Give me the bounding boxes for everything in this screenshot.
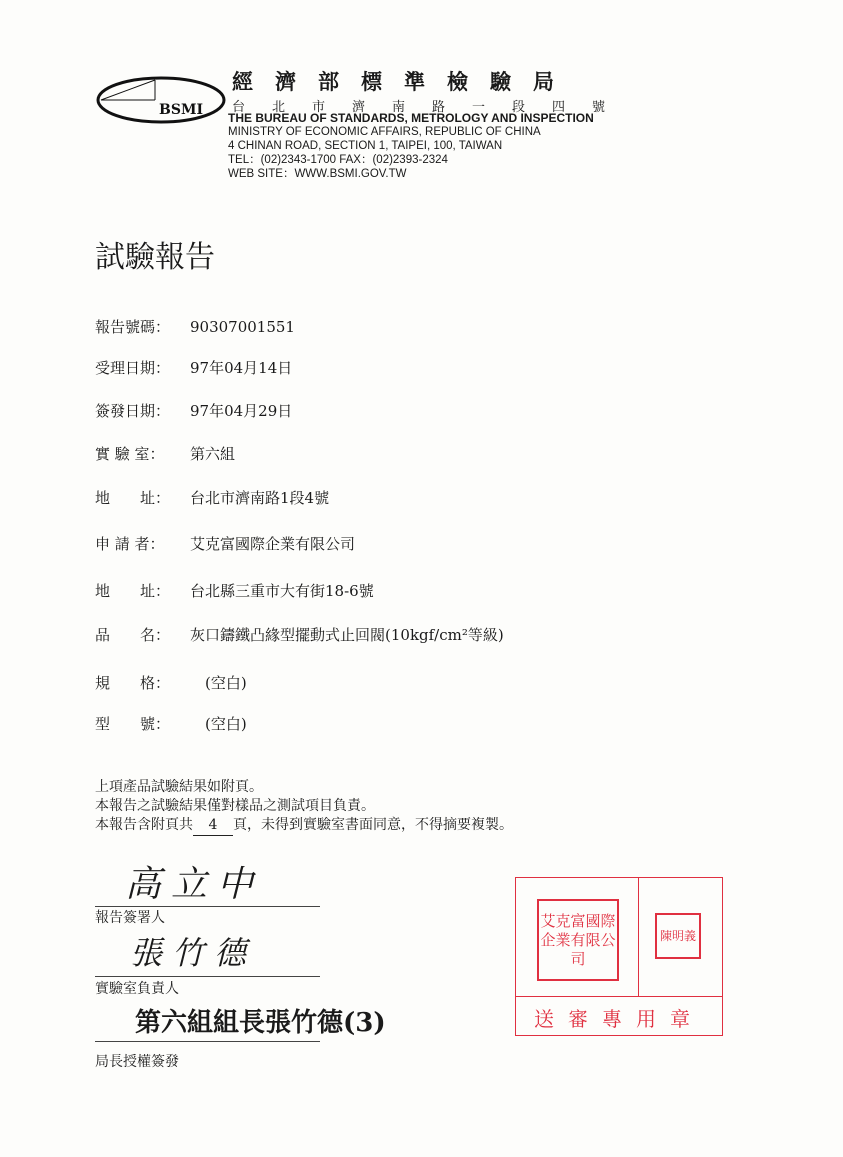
field-value: 第六組	[190, 445, 236, 463]
field-label: 簽發日期：	[95, 402, 171, 420]
field-value: 97年04月29日	[190, 402, 293, 420]
submission-stamp-box	[515, 877, 723, 1036]
stamp-divider	[516, 996, 722, 997]
field-report-number	[95, 316, 295, 337]
field-value: 90307001551	[190, 318, 295, 336]
field-value: 台北市濟南路1段4號	[190, 489, 330, 507]
signature-line	[95, 976, 320, 977]
note-line: 本報告之試驗結果僅對樣品之測試項目負責。	[95, 798, 375, 814]
field-model	[95, 713, 247, 734]
signature-stamp-authorized: 第六組組長張竹德(3)	[135, 1008, 386, 1038]
field-product-name	[95, 624, 504, 645]
logo-text: BSMI	[159, 102, 203, 118]
field-label: 品 名：	[95, 626, 171, 644]
stamp-caption: 送審專用章	[534, 1007, 704, 1031]
field-label: 規 格：	[95, 674, 171, 692]
report-title: 試驗報告	[95, 240, 215, 275]
agency-address-zh: 台北市濟南路一段四號	[232, 100, 633, 115]
field-label: 實 驗 室：	[95, 445, 165, 463]
report-notes	[95, 778, 513, 836]
note-line	[95, 816, 513, 836]
ministry-en: MINISTRY OF ECONOMIC AFFAIRS, REPUBLIC OF CHINA	[228, 126, 541, 138]
contact-info: TEL：(02)2343-1700 FAX：(02)2393-2324	[228, 154, 448, 166]
signer-role: 局長授權簽發	[95, 1054, 179, 1070]
note-line: 上項產品試驗結果如附頁。	[95, 779, 263, 795]
agency-name-zh: 經濟部標準檢驗局	[232, 69, 576, 94]
field-label: 受理日期：	[95, 359, 171, 377]
bsmi-logo	[95, 74, 227, 126]
field-label: 申 請 者：	[95, 535, 165, 553]
company-seal: 艾克富國際企業有限公司	[537, 899, 619, 981]
website: WEB SITE：WWW.BSMI.GOV.TW	[228, 168, 407, 180]
field-value: 97年04月14日	[190, 359, 293, 377]
signer-role: 實驗室負責人	[95, 981, 179, 997]
field-label: 地 址：	[95, 489, 171, 507]
field-lab-address	[95, 487, 329, 508]
field-value: 艾克富國際企業有限公司	[190, 535, 356, 553]
field-specification	[95, 672, 247, 693]
field-label: 報告號碼：	[95, 318, 171, 336]
address-en: 4 CHINAN ROAD, SECTION 1, TAIPEI, 100, TAIWAN	[228, 140, 503, 152]
signer-role: 報告簽署人	[95, 910, 165, 926]
field-applicant-address	[95, 580, 374, 601]
agency-name-en: THE BUREAU OF STANDARDS, METROLOGY AND INSPECTION	[228, 111, 594, 125]
stamp-divider	[638, 878, 639, 996]
field-issue-date	[95, 400, 292, 421]
field-laboratory	[95, 443, 235, 464]
field-received-date	[95, 357, 292, 378]
note-text: 頁，未得到實驗室書面同意，不得摘要複製。	[233, 817, 513, 833]
note-text: 本報告含附頁共	[95, 817, 193, 833]
field-value: (空白)	[190, 715, 247, 733]
field-value: 灰口鑄鐵凸緣型擺動式止回閥(10kgf/cm²等級)	[190, 626, 504, 644]
field-applicant	[95, 533, 355, 554]
signature-line	[95, 1041, 320, 1042]
field-value: (空白)	[190, 674, 247, 692]
signature-lab-head: 張竹德	[130, 934, 257, 972]
representative-seal: 陳明義	[655, 913, 701, 959]
page-count: 4	[193, 816, 233, 836]
field-label: 型 號：	[95, 715, 171, 733]
field-label: 地 址：	[95, 582, 171, 600]
field-value: 台北縣三重市大有街18-6號	[190, 582, 374, 600]
signature-report-signer: 高立中	[125, 864, 264, 905]
